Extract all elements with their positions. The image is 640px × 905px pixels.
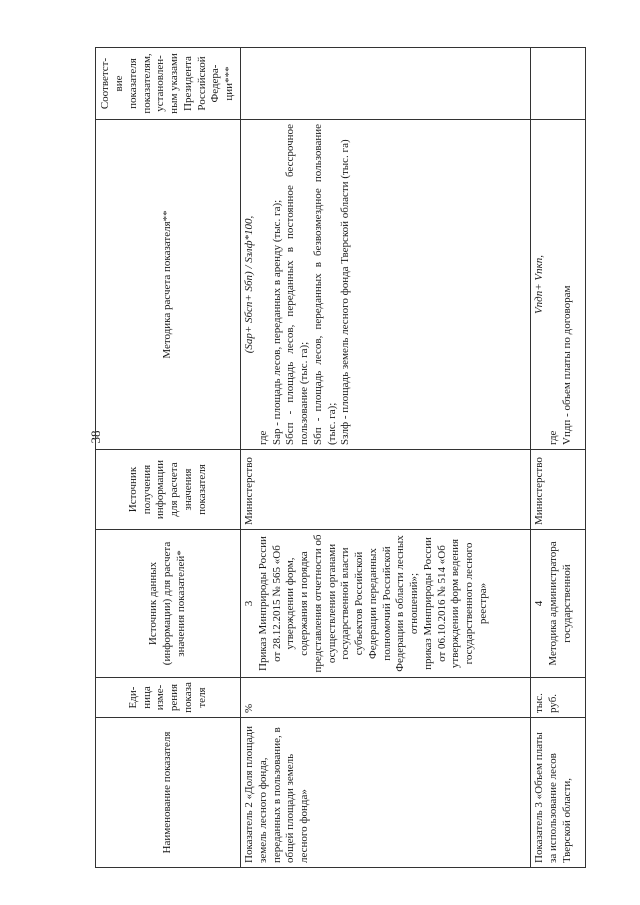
source-text: приказ Минприроды России от 06.10.2016 № 514 «Об утверждении форм ведения государственного лесного реестра» — [421, 537, 489, 670]
indicator-unit: % — [241, 678, 531, 718]
definition: Sзлф - площадь земель лесного фонда Тверской области (тыс. га) — [339, 139, 352, 445]
formula: Vпдп+ Vпкп, — [533, 254, 545, 315]
indicator-unit: тыс. руб. — [531, 678, 586, 718]
definition: Sбп - площадь лесов, переданных в безвозмездное пользование (тыс. га); — [311, 124, 338, 445]
where-label: где — [546, 430, 559, 445]
rotated-page — [95, 4, 595, 868]
definition: Vпдп - объем платы по договорам — [560, 285, 573, 445]
method-cell — [531, 120, 586, 450]
header-info-source: Источник получения информации для расчета значения показателя — [96, 450, 241, 530]
data-source-cell — [241, 530, 531, 678]
method-cell — [241, 120, 531, 450]
header-row — [96, 48, 241, 868]
definition: Sбсп - площадь лесов, переданных в постоянное бессрочное пользование (тыс. га); — [284, 124, 310, 445]
compliance-cell — [531, 48, 586, 120]
definition: Sар - площадь лесов, переданных в аренду (тыс. га); — [270, 199, 283, 445]
data-source-cell — [531, 530, 586, 678]
header-unit: Еди-ница изме-рения показа теля — [96, 678, 241, 718]
column-number: 3 — [243, 600, 255, 607]
header-name: Наименование показателя — [96, 718, 241, 868]
header-compliance: Соответст-вие показателя показателям, установлен-ным указами Президента Российской Федера-ции*** — [96, 48, 241, 120]
column-number: 4 — [533, 600, 545, 607]
table-row — [531, 48, 586, 868]
indicator-name: Показатель 3 «Объем платы за использование лесов Тверской области, — [531, 718, 586, 868]
info-source: Министерство — [241, 450, 531, 530]
source-text: Методика администратора государственной — [546, 541, 573, 666]
indicator-name: Показатель 2 «Доля площади земель лесного фонда, переданных в пользование, в общей площади земель лесного фонда» — [241, 718, 531, 868]
header-method: Методика расчета показателя** — [96, 120, 241, 450]
indicator-table — [95, 47, 586, 868]
compliance-cell — [241, 48, 531, 120]
source-text: Приказ Минприроды России от 28.12.2015 № 565 «Об утверждении форм, содержания и порядка представления отчетности об осуществлении органами государственной власти субъектов Российской Федерации переданных полномочий Российской Федерации в области лесных отношений»; — [256, 534, 420, 673]
formula: (Sар+ Sбсп+ Sбп) / Sзлф*100, — [243, 215, 255, 354]
where-label: где — [256, 430, 269, 445]
page-number: 38 — [88, 430, 103, 444]
info-source: Министерство — [531, 450, 586, 530]
table-row — [241, 48, 531, 868]
header-data-source: Источник данных (информации) для расчета значения показателей* — [96, 530, 241, 678]
